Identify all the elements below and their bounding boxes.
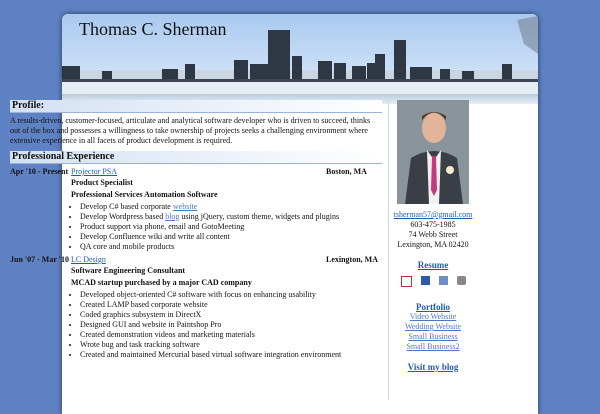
resume-heading: Resume [417, 260, 449, 270]
profile-text: A results-driven, customer-focused, articulate and analytical software developer who is driven to succeed, thinks out of the box and possesses a willingness to take ownership of projects seeks a challenging environment where extensive experience in all facets of product development is required. [10, 116, 371, 145]
list-item: • Created LAMP based corporate website [80, 300, 382, 310]
blog-link[interactable]: blog [165, 212, 180, 221]
job-entry [10, 167, 382, 252]
list-item: • Develop Confluence wiki and write all content [80, 232, 382, 242]
list-item: • Develop Wordpress based blog using jQuery, custom theme, widgets and plugins [80, 212, 382, 222]
experience-heading: Professional Experience [10, 151, 382, 164]
list-item: • Designed GUI and website in Paintshop Pro [80, 320, 382, 330]
company-link[interactable]: LC Design [71, 255, 106, 264]
portfolio-link-wedding[interactable]: Wedding Website [404, 322, 462, 331]
portfolio-heading: Portfolio [416, 302, 450, 312]
email-link[interactable]: tsherman57@gmail.com [393, 210, 473, 219]
profile-heading: Profile: [10, 100, 382, 113]
profile-photo [397, 100, 469, 204]
job-location: Boston, MA [326, 167, 367, 176]
portfolio-link-video[interactable]: Video Website [409, 312, 457, 321]
job-entry [10, 255, 382, 360]
list-item: • Developed object-oriented C# software with focus on enhancing usability [80, 290, 382, 300]
list-item: • Product support via phone, email and GotoMeeting [80, 222, 382, 232]
list-item: • Coded graphics subsystem in DirectX [80, 310, 382, 320]
portfolio-link-small-business2[interactable]: Small Business2 [406, 342, 460, 351]
list-item: • QA core and mobile products [80, 242, 382, 252]
word-icon[interactable] [421, 276, 430, 285]
phone-number: 603-475-1985 [410, 220, 456, 229]
sidebar [390, 100, 476, 372]
list-item: • Develop C# based corporate website [80, 202, 382, 212]
list-item: • Wrote bug and task tracking software [80, 340, 382, 350]
website-link[interactable]: website [172, 202, 198, 211]
city-address: Lexington, MA 02420 [397, 240, 469, 249]
list-item: • Created and maintained Mercurial based virtual software integration environment [80, 350, 382, 360]
job-role: Software Engineering Consultant [71, 266, 186, 275]
job-dates: Apr '10 - Present [10, 167, 69, 176]
blog-link[interactable]: Visit my blog [407, 362, 459, 372]
job-subtitle: Professional Services Automation Software [71, 190, 218, 199]
job-role: Product Specialist [71, 178, 133, 187]
portfolio-link-small-business[interactable]: Small Business [408, 332, 458, 341]
company-link[interactable]: Projector PSA [71, 167, 117, 176]
job-subtitle: MCAD startup purchased by a major CAD company [71, 278, 252, 287]
pdf-icon[interactable] [401, 276, 412, 287]
page-title: Thomas C. Sherman [79, 19, 227, 39]
main-content [10, 100, 382, 360]
street-address: 74 Webb Street [408, 230, 458, 239]
job-location: Lexington, MA [326, 255, 378, 264]
document-icon[interactable] [439, 276, 448, 285]
list-item: • Created demonstration videos and marketing materials [80, 330, 382, 340]
job-dates: Jun '07 - Mar '10 [10, 255, 69, 264]
header-banner [62, 14, 538, 94]
printer-icon[interactable] [457, 276, 466, 285]
column-divider [388, 100, 389, 400]
